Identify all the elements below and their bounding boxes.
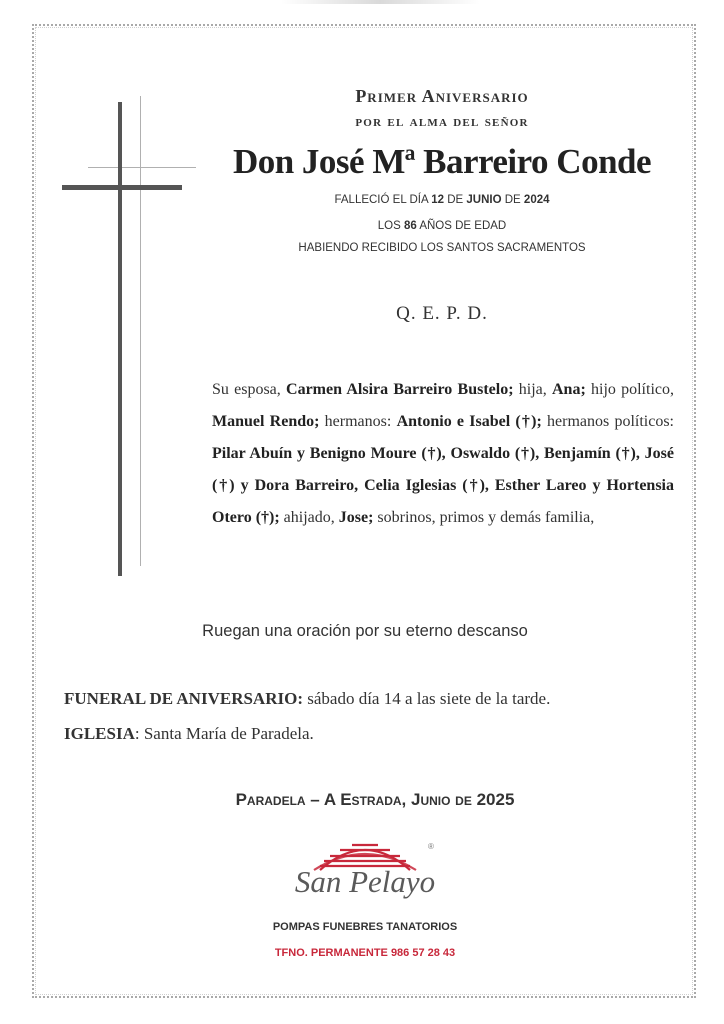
logo-san-pelayo: San Pelayo [294,864,436,899]
cross-main-horizontal [62,185,182,190]
qepd: Q. E. P. D. [396,303,488,324]
iglesia-line: IGLESIA: Santa María de Paradela. [64,724,314,743]
pompas-funebres: POMPAS FUNEBRES TANATORIOS [272,921,458,933]
title-primer-aniversario: Primer Aniversario [355,86,529,106]
place-date: Paradela – A Estrada, Junio de 2025 [235,790,515,809]
telefono-permanente: TFNO. PERMANENTE 986 57 28 43 [274,947,456,959]
sacramentos-line: HABIENDO RECIBIDO LOS SANTOS SACRAMENTOS [298,242,586,254]
scan-shadow [280,0,480,4]
cross-thin-horizontal [88,167,196,168]
edad-line: LOS 86 AÑOS DE EDAD [377,220,507,232]
family-paragraph: Su esposa, Carmen Alsira Barreiro Bustelo; hija, Ana; hijo político, Manuel Rendo; hermanos: Antonio e Isabel (†); hermanos políticos: Pilar Abuín y Benigno Moure (†), Oswaldo (†), Benjamín (†), José (†) y Dora Barreiro, Celia Iglesias (†), Esther Lareo y Hortensia Otero (†); ahijado, Jose; sobrinos, primos y demás familia, [212,381,675,526]
cross-main-vertical [118,102,122,576]
registered-mark: ® [428,842,434,851]
deceased-name: Don José Mª Barreiro Conde [232,142,652,181]
funeral-line: FUNERAL DE ANIVERSARIO: sábado día 14 a las siete de la tarde. [64,689,551,708]
subtitle-por-el-alma: por el alma del señor [355,113,529,130]
fallecio-line: FALLECIÓ EL DÍA 12 DE JUNIO DE 2024 [334,194,550,206]
ruegan-line: Ruegan una oración por su eterno descanso [202,622,528,640]
